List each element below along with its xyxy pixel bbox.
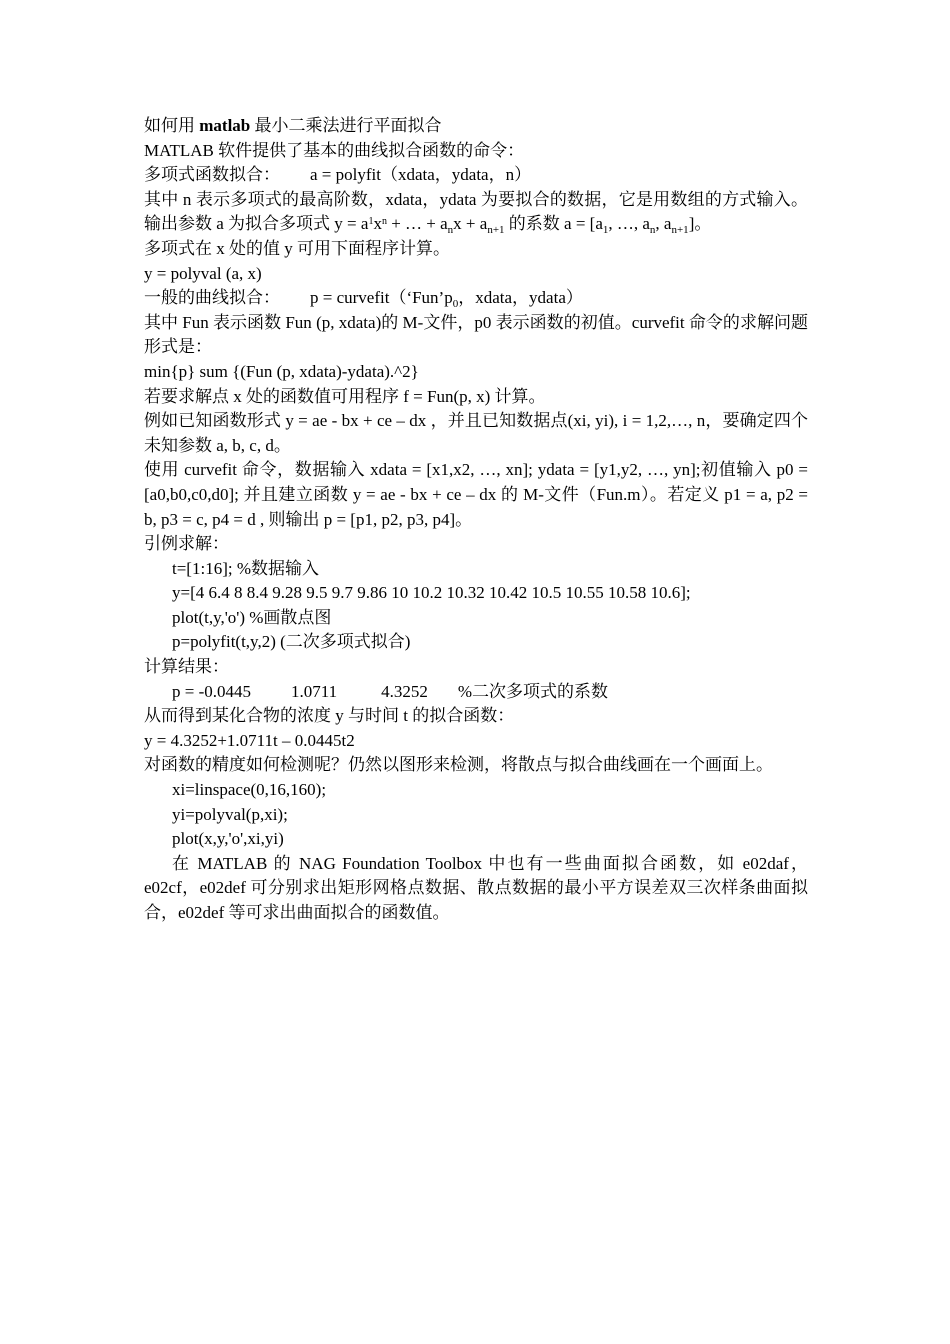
example-label: 引例求解：	[144, 534, 229, 554]
polynomial-description: 其中 n 表示多项式的最高阶数，xdata，ydata 为要拟合的数据，它是用数组的方式输入。输出参数 a 为拟合多项式 $y = a^1x^n$ + … + $a_nx + a_{n+1}$ 的系数 $a = [a_1$, …, $a_n$, $a_{n+1}$]。	[144, 189, 808, 237]
polyfit-line: 多项式函数拟合： a = polyfit（xdata，ydata，n）	[144, 165, 532, 185]
document-body	[144, 114, 808, 926]
document-title: 如何用 matlab 最小二乘法进行平面拟合	[144, 116, 442, 135]
code-line: plot(x,y,'o',xi,yi)	[172, 829, 284, 849]
example-description: 例如已知函数形式 y = ae - bx + ce – dx ，并且已知数据点(xi, yi), i = 1,2,…, n，要确定四个未知参数 a, b, c, d。	[144, 411, 808, 455]
usage-description: 使用 curvefit 命令，数据输入 xdata = [x1,x2, …, xn]; ydata = [y1,y2, …, yn];初值输入 p0 = [a0,b0,c0,d0]; 并且建立函数 y = ae - bx + ce – dx 的 M-文件（Fun.m）。若定义 p1 = a, p2 = b, p3 = c, p4 = d , 则输出 p = [p1, p2, p3, p4]。	[144, 460, 808, 529]
nag-toolbox-description: 在 MATLAB 的 NAG Foundation Toolbox 中也有一些曲面拟合函数，如 e02daf，e02cf，e02def 可分别求出矩形网格点数据、散点数据的最小平方误差双三次样条曲面拟合，e02def 等可求出曲面拟合的函数值。	[144, 853, 808, 922]
polyval-description: 多项式在 x 处的值 y 可用下面程序计算。	[144, 238, 450, 258]
code-line: xi=linspace(0,16,160);	[172, 780, 327, 800]
code-line: y=[4 6.4 8 8.4 9.28 9.5 9.7 9.86 10 10.2 10.32 10.42 10.5 10.55 10.58 10.6];	[172, 583, 691, 603]
code-line: t=[1:16]; %数据输入	[172, 558, 319, 578]
result-label: 计算结果：	[144, 657, 229, 677]
polyval-command: y = polyval (a, x)	[144, 263, 262, 283]
concentration-expression: y = 4.3252+1.0711t – 0.0445t2	[144, 730, 355, 750]
function-evaluation: 若要求解点 x 处的函数值可用程序 f = Fun(p, x) 计算。	[144, 386, 546, 406]
check-description: 对函数的精度如何检测呢？仍然以图形来检测，将散点与拟合曲线画在一个画面上。	[144, 755, 773, 775]
code-line: yi=polyval(p,xi);	[172, 804, 288, 824]
curvefit-line: 一般的曲线拟合： $p = curvefit(‘Fun’p_0$，xdata，ydata）	[144, 288, 583, 311]
code-line: p=polyfit(t,y,2) (二次多项式拟合)	[172, 632, 411, 652]
code-line: plot(t,y,'o') %画散点图	[172, 607, 332, 627]
intro-line: MATLAB 软件提供了基本的曲线拟合函数的命令：	[144, 140, 525, 160]
curvefit-description: 其中 Fun 表示函数 Fun (p, xdata)的 M-文件，p0 表示函数的初值。curvefit 命令的求解问题形式是：	[144, 312, 808, 357]
concentration-description: 从而得到某化合物的浓度 y 与时间 t 的拟合函数：	[144, 706, 515, 726]
min-expression: min{p} sum {(Fun (p, xdata)-ydata).^2}	[144, 361, 419, 381]
result-line: p = -0.0445 1.0711 4.3252 %二次多项式的系数	[172, 681, 609, 701]
